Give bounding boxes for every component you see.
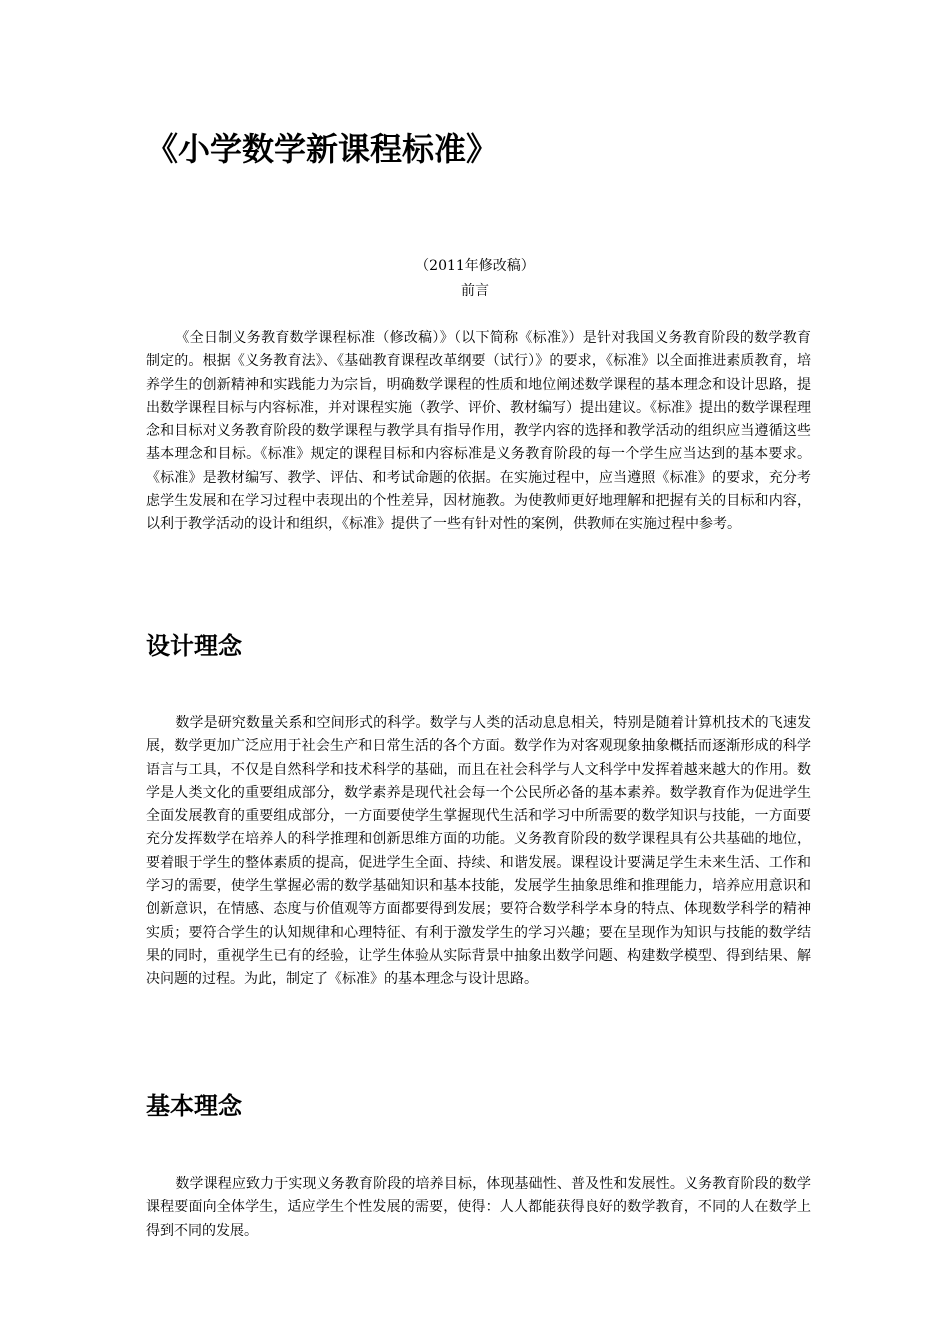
document-title: 《小学数学新课程标准》 xyxy=(146,130,499,168)
basic-concept-paragraph: 数学课程应致力于实现义务教育阶段的培养目标，体现基础性、普及性和发展性。义务教育阶段的数学课程要面向全体学生，适应学生个性发展的需要，使得：人人都能获得良好的数学教育，不同的人在数学上得到不同的发展。 xyxy=(146,1176,811,1239)
section-heading-basic-concept: 基本理念 xyxy=(146,1092,242,1120)
section-heading-design-concept: 设计理念 xyxy=(146,632,242,660)
design-concept-paragraph: 数学是研究数量关系和空间形式的科学。数学与人类的活动息息相关，特别是随着计算机技术的飞速发展，数学更加广泛应用于社会生产和日常生活的各个方面。数学作为对客观现象抽象概括而逐渐形成的科学语言与工具，不仅是自然科学和技术科学的基础，而且在社会科学与人文科学中发挥着越来越大的作用。数学是人类文化的重要组成部分，数学素养是现代社会每一个公民所必备的基本素养。数学教育作为促进学生全面发展教育的重要组成部分，一方面要使学生掌握现代生活和学习中所需要的数学知识与技能，一方面要充分发挥数学在培养人的科学推理和创新思维方面的功能。义务教育阶段的数学课程具有公共基础的地位，要着眼于学生的整体素质的提高，促进学生全面、持续、和谐发展。课程设计要满足学生未来生活、工作和学习的需要，使学生掌握必需的数学基础知识和基本技能，发展学生抽象思维和推理能力，培养应用意识和创新意识，在情感、态度与价值观等方面都要得到发展；要符合数学科学本身的特点、体现数学科学的精神实质；要符合学生的认知规律和心理特征、有利于激发学生的学习兴趣；要在呈现作为知识与技能的数学结果的同时，重视学生已有的经验，让学生体验从实际背景中抽象出数学问题、构建数学模型、得到结果、解决问题的过程。为此，制定了《标准》的基本理念与设计思路。 xyxy=(146,715,811,988)
document-subtitle-year: （2011年修改稿） xyxy=(415,258,535,274)
preface-paragraph: 《全日制义务教育数学课程标准（修改稿）》（以下简称《标准》）是针对我国义务教育阶段的数学教育制定的。根据《义务教育法》、《基础教育课程改革纲要（试行）》的要求，《标准》以全面推进素质教育，培养学生的创新精神和实践能力为宗旨，明确数学课程的性质和地位阐述数学课程的基本理念和设计思路，提出数学课程目标与内容标准，并对课程实施（教学、评价、教材编写）提出建议。《标准》提出的数学课程理念和目标对义务教育阶段的数学课程与教学具有指导作用，教学内容的选择和教学活动的组织应当遵循这些基本理念和目标。《标准》规定的课程目标和内容标准是义务教育阶段的每一个学生应当达到的基本要求。《标准》是教材编写、教学、评估、和考试命题的依据。在实施过程中，应当遵照《标准》的要求，充分考虑学生发展和在学习过程中表现出的个性差异，因材施教。为使教师更好地理解和把握有关的目标和内容，以利于教学活动的设计和组织，《标准》提供了一些有针对性的案例，供教师在实施过程中参考。 xyxy=(146,330,811,533)
document-subtitle-preface: 前言 xyxy=(461,283,489,299)
